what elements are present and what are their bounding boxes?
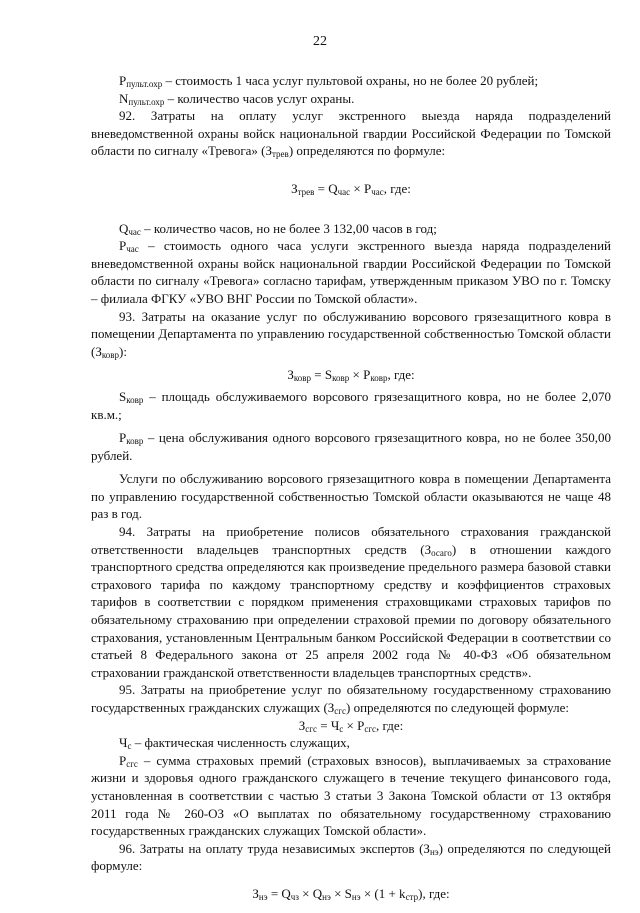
text: × Р	[349, 367, 371, 383]
subscript: с	[127, 741, 132, 752]
formula-96	[91, 885, 611, 903]
subscript: ковр	[126, 436, 144, 447]
text: – фактическая численность служащих,	[131, 735, 350, 751]
text: Р	[119, 73, 127, 88]
text: × Р	[350, 180, 372, 196]
formula-93	[91, 366, 611, 384]
text: 94. Затраты на приобретение полисов обязательного страхования гражданской ответственности владельцев транспортных средств (З	[91, 524, 611, 557]
subscript: ковр	[126, 394, 144, 405]
definition-p-kovr	[91, 429, 611, 464]
subscript: чз	[290, 891, 299, 902]
subscript: нэ	[322, 891, 331, 902]
text: = Q	[314, 180, 338, 196]
text: Р	[119, 430, 127, 446]
text: – цена обслуживания одного ворсового грязезащитного ковра, но не более 350,00 рублей.	[91, 430, 611, 463]
subscript: час	[128, 226, 141, 237]
subscript: ковр	[370, 373, 388, 384]
text: = Ч	[316, 717, 340, 733]
text: – сумма страховых премий (страховых взносов), выплачиваемых за страхование жизни и здоровья одного гражданского служащего в течение текущего финансового года, установленная в соответствии с частью 3 статьи 3 Закона Томской области от 13 октября 2011 года № 260-ОЗ «О выплатах по обязательному государственному страхованию государственных гражданских служащих Томской области».	[91, 752, 611, 839]
subscript: ковр	[293, 373, 312, 384]
formula-92	[91, 180, 611, 198]
subscript: час	[126, 244, 139, 255]
text: ) в отношении каждого транспортного средства определяются как произведение предельного размера базовой ставки страхового тарифа по каждому транспортному средству и коэффициентов страховых тарифов в соответствии с порядком применения страховщиками страховых тарифов по обязательному страхованию при определении страховой премии по договору обязательного страхования, установленным Центральным банком Российской Федерации в соответствии со статьей 8 Федерального закона от 25 апреля 2002 года № 40-ФЗ «Об обязательном страховании гражданской ответственности владельцев транспортных средств».	[91, 541, 611, 680]
text: ), где:	[418, 885, 450, 901]
subscript: час	[371, 186, 384, 197]
text: , где:	[387, 367, 415, 383]
text: S	[119, 388, 127, 404]
definition-p-pult	[91, 72, 611, 90]
text: З	[291, 180, 298, 196]
text: З	[252, 885, 259, 901]
definition-n-pult	[91, 90, 611, 108]
subscript: пульт.охр	[126, 79, 163, 89]
definition-r-chas	[91, 237, 611, 307]
subscript: трев	[272, 149, 289, 160]
text: ):	[119, 343, 127, 359]
text: ) определяются по следующей формуле:	[91, 840, 611, 874]
section-93	[91, 308, 611, 361]
definition-q-chas	[91, 220, 611, 238]
text: × Р	[343, 717, 365, 733]
document-body	[91, 72, 611, 913]
text: = Q	[267, 885, 291, 901]
section-96	[91, 840, 611, 875]
subscript: сгс	[334, 706, 346, 716]
definition-s-kovr	[91, 388, 611, 423]
section-92	[91, 107, 611, 160]
subscript: сгс	[305, 723, 317, 734]
subscript: сгс	[364, 723, 377, 734]
text: – стоимость одного часа услуги экстренного выезда наряда подразделений вневедомственной охраны войск национальной гвардии Российской Федерации по Томской области по сигналу «Тревога» согласно тарифам, утвержденным приказом УВО по г. Томску – филиала ФГКУ «УВО ВНГ России по Томской области».	[91, 238, 611, 306]
text: × S	[330, 885, 352, 901]
text: 95. Затраты на приобретение услуг по обязательному государственному страхованию государственных гражданских служащих (З	[91, 682, 611, 715]
definition-p-sgs	[91, 752, 611, 840]
text: 93. Затраты на оказание услуг по обслуживанию ворсового грязезащитного ковра в помещении Департамента по управлению государственной собственностью Томской области (З	[91, 308, 611, 359]
subscript: осаго	[431, 547, 452, 558]
text: Р	[119, 752, 127, 768]
text: – количество часов услуг охраны.	[164, 90, 355, 106]
definition-ch-s	[91, 734, 611, 752]
subscript: с	[339, 723, 344, 734]
text: – количество часов, но не более 3 132,00 часов в год;	[140, 220, 437, 236]
text: × (1 + k	[360, 885, 406, 901]
text: – стоимость 1 часа услуг пультовой охраны, но не более 20 рублей;	[162, 73, 539, 88]
text: З	[287, 367, 294, 383]
text: × Q	[298, 885, 323, 901]
subscript: нэ	[258, 891, 268, 902]
text: 92. Затраты на оплату услуг экстренного выезда наряда подразделений вневедомственной охраны войск национальной гвардии Российской Федерации по Томской области по сигналу «Тревога» (З	[91, 108, 611, 159]
subscript: ковр	[332, 373, 350, 384]
text: Р	[119, 238, 127, 254]
subscript: нэ	[351, 891, 361, 902]
carpet-service-note: Услуги по обслуживанию ворсового грязезащитного ковра в помещении Департамента по управлению государственной собственностью Томской области оказываются не чаще 48 раз в год.	[91, 471, 611, 522]
subscript: пульт.охр	[128, 96, 165, 107]
text: 96. Затраты на оплату труда независимых экспертов (З	[119, 840, 430, 856]
subscript: сгс	[126, 758, 138, 769]
subscript: ковр	[101, 349, 120, 360]
text: Ч	[119, 735, 128, 751]
text: , где:	[376, 717, 404, 733]
section-94	[91, 523, 611, 681]
subscript: трев	[297, 186, 315, 197]
text: Q	[119, 220, 129, 236]
text: = S	[311, 367, 333, 383]
text: ) определяются по формуле:	[288, 143, 446, 159]
text: N	[119, 90, 129, 106]
page-number: 22	[313, 34, 327, 49]
formula-95	[91, 717, 611, 735]
text: – площадь обслуживаемого ворсового грязезащитного ковра, но не более 2,070 кв.м.;	[91, 388, 611, 422]
text: , где:	[383, 180, 411, 196]
subscript: стр	[405, 891, 419, 902]
subscript: час	[337, 186, 351, 197]
subscript: нэ	[429, 846, 439, 857]
text: З	[298, 717, 306, 733]
section-95	[91, 681, 611, 716]
text: ) определяются по следующей формуле:	[345, 700, 569, 715]
